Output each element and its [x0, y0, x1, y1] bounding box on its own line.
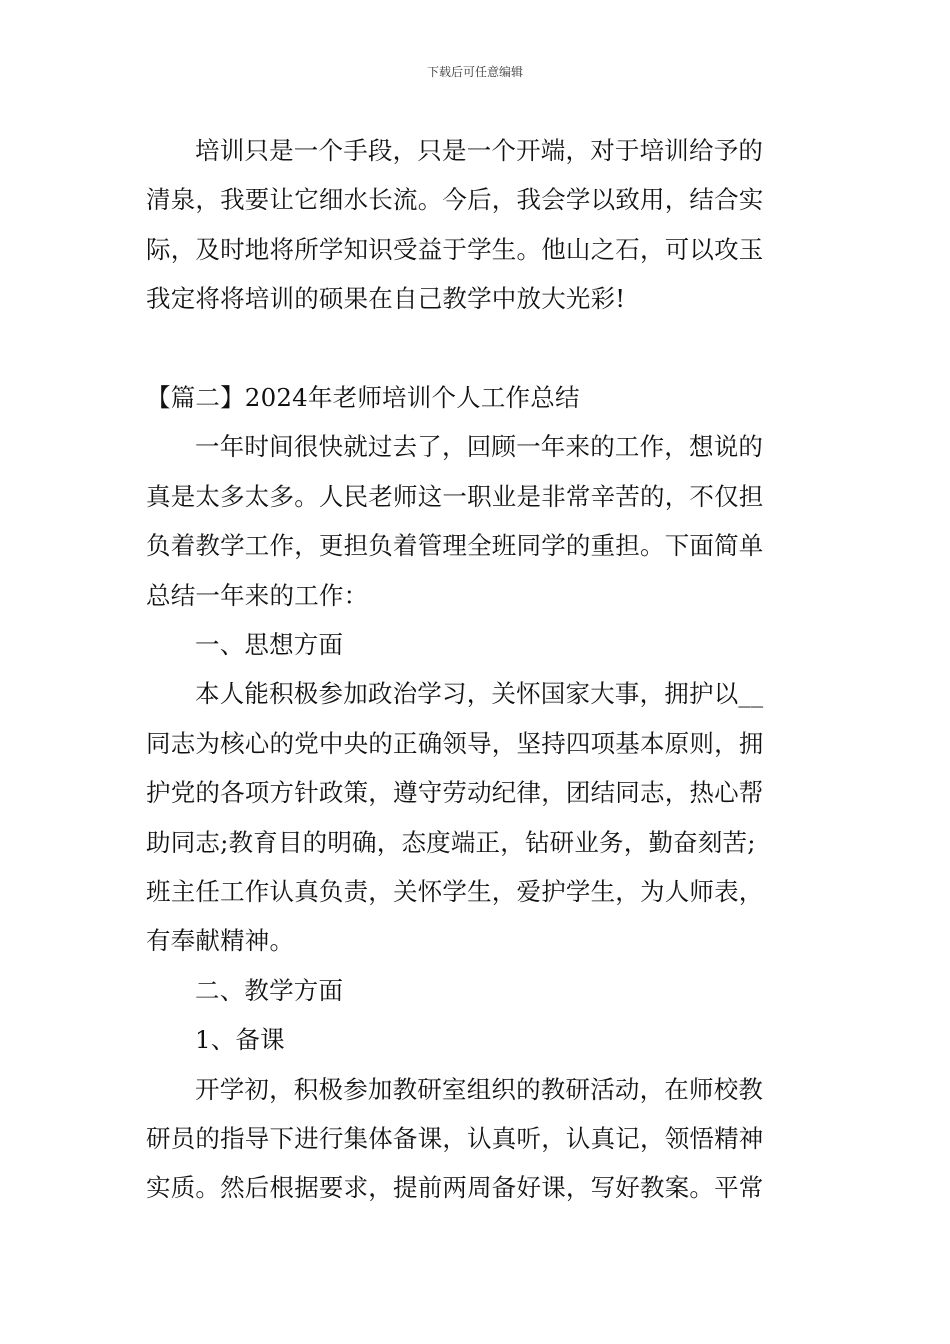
text-line: 班主任工作认真负责，关怀学生，爱护学生，为人师表， — [146, 877, 764, 907]
page-header-note: 下载后可任意编辑 — [426, 65, 523, 79]
text-line: 护党的各项方针政策，遵守劳动纪律，团结同志，热心帮 — [146, 778, 764, 808]
paragraph-thought — [146, 669, 808, 965]
text-line: 有奉献精神。 — [146, 926, 295, 956]
subheading-teaching: 二、教学方面 — [195, 975, 344, 1005]
text-line: 总结一年来的工作： — [146, 580, 369, 610]
paragraph-lesson-prep — [146, 1065, 808, 1213]
text-line: 实质。然后根据要求，提前两周备好课，写好教案。平常 — [146, 1173, 764, 1203]
text-line: 同志为核心的党中央的正确领导，坚持四项基本原则，拥 — [146, 728, 764, 758]
text-line: 际，及时地将所学知识受益于学生。他山之石，可以攻玉 — [146, 234, 764, 264]
subheading-thought: 一、思想方面 — [195, 630, 344, 660]
text-line: 本人能积极参加政治学习，关怀国家大事，拥护以__ — [195, 679, 764, 709]
text-line: 一年时间很快就过去了，回顾一年来的工作，想说的 — [195, 432, 764, 462]
text-line: 助同志;教育目的明确，态度端正，钻研业务，勤奋刻苦; — [146, 827, 756, 857]
section-heading: 【篇二】2024年老师培训个人工作总结 — [146, 383, 580, 412]
text-line: 清泉，我要让它细水长流。今后，我会学以致用，结合实 — [146, 185, 764, 215]
text-line: 负着教学工作，更担负着管理全班同学的重担。下面简单 — [146, 531, 764, 561]
subheading-lesson-prep: 1、备课 — [195, 1025, 285, 1055]
text-line: 真是太多太多。人民老师这一职业是非常辛苦的，不仅担 — [146, 481, 764, 511]
text-line: 培训只是一个手段，只是一个开端，对于培训给予的 — [195, 136, 764, 165]
paragraph-training-conclusion — [146, 126, 808, 324]
text-line: 我定将将培训的硕果在自己教学中放大光彩! — [146, 284, 626, 314]
text-line: 研员的指导下进行集体备课，认真听，认真记，领悟精神 — [146, 1124, 764, 1154]
section-part-two — [146, 373, 808, 1213]
text-line: 开学初，积极参加教研室组织的教研活动，在师校教 — [195, 1074, 764, 1104]
paragraph-intro — [146, 422, 808, 620]
